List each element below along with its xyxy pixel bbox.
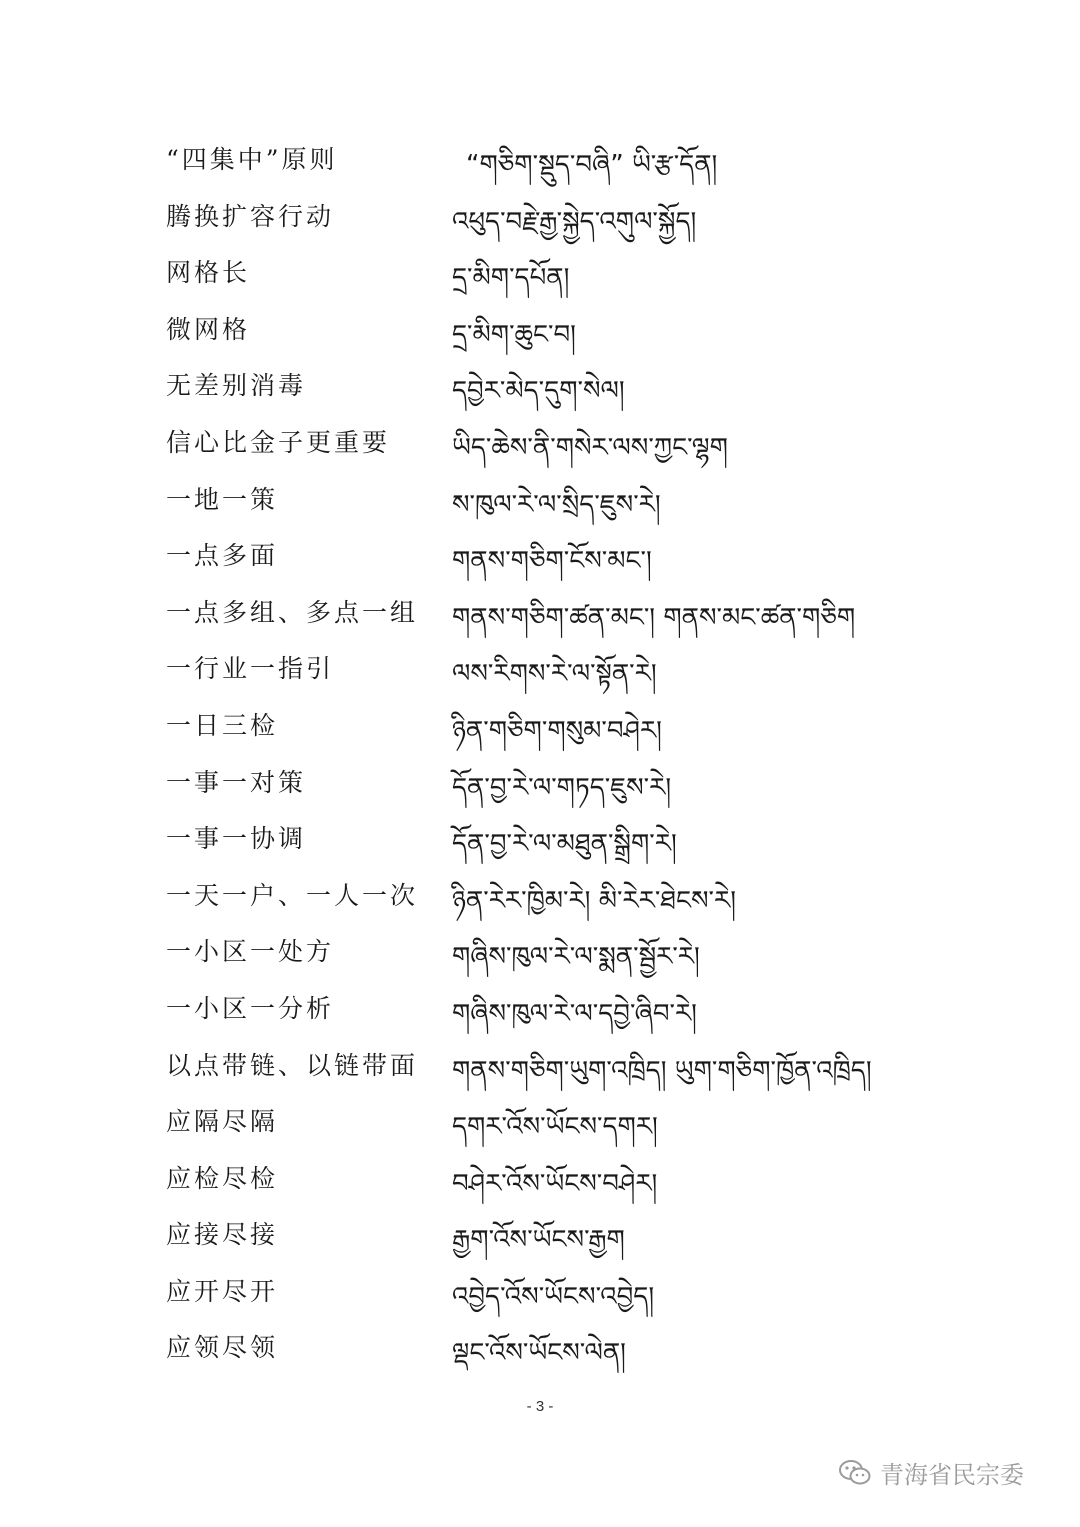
glossary-row [0, 696, 1080, 753]
chinese-term: 应开尽开 [166, 1276, 279, 1306]
watermark-text: 青海省民宗委 [880, 1461, 1024, 1489]
glossary-row [0, 526, 1080, 583]
chinese-term: 应领尽领 [166, 1333, 279, 1363]
glossary-row [0, 1262, 1080, 1319]
glossary-row [0, 1092, 1080, 1149]
chinese-term: 应检尽检 [166, 1163, 279, 1193]
tibetan-term: གཞིས་ཁུལ་རེ་ལ་སྨན་སྦྱོར་རེ། [452, 942, 700, 973]
glossary-row [0, 470, 1080, 527]
tibetan-term: དགར་འོས་ཡོངས་དགར། [452, 1112, 658, 1143]
glossary-row [0, 1205, 1080, 1262]
tibetan-term: བཤེར་འོས་ཡོངས་བཤེར། [452, 1168, 658, 1199]
chinese-term: “四集中”原则 [166, 145, 338, 174]
chinese-term: 腾换扩容行动 [166, 201, 335, 231]
tibetan-term: ལས་རིགས་རེ་ལ་སྟོན་རེ། [452, 659, 657, 690]
chinese-term: 网格长 [166, 258, 251, 288]
tibetan-term: རྒྱག་འོས་ཡོངས་རྒྱག [452, 1225, 625, 1256]
chinese-term: 一行业一指引 [166, 654, 335, 684]
chinese-term: 一小区一分析 [166, 993, 335, 1023]
chinese-term: 应隔尽隔 [166, 1107, 279, 1137]
chinese-term: 一地一策 [166, 484, 279, 514]
chinese-term: 一日三检 [166, 710, 279, 740]
glossary-row [0, 243, 1080, 300]
glossary-row [0, 583, 1080, 640]
chinese-term: 一点多组、多点一组 [166, 597, 419, 627]
glossary-row [0, 639, 1080, 696]
glossary-row [0, 300, 1080, 357]
glossary-row [0, 866, 1080, 923]
tibetan-term: “གཅིག་སྡུད་བཞི” ཡི་རྩ་དོན། [466, 150, 718, 180]
chinese-term: 一事一对策 [166, 767, 307, 797]
tibetan-term: གནས་གཅིག་ཡུག་འཁྲིད། ཡུག་གཅིག་ཁྱོན་འཁྲིད། [452, 1055, 872, 1086]
tibetan-term: ལྡང་འོས་ཡོངས་ལེན། [452, 1338, 626, 1369]
glossary-row [0, 1036, 1080, 1093]
chinese-term: 一小区一处方 [166, 937, 335, 967]
chinese-term: 微网格 [166, 314, 251, 344]
tibetan-term: དོན་བྱ་རེ་ལ་མཐུན་སྒྲིག་རེ། [452, 829, 677, 860]
tibetan-term: གནས་གཅིག་ངོས་མང་། [452, 546, 652, 577]
glossary-row [0, 130, 1080, 187]
tibetan-term: དོན་བྱ་རེ་ལ་གཏད་ཇུས་རེ། [452, 772, 672, 803]
glossary-row [0, 1149, 1080, 1206]
tibetan-term: ཡིད་ཆེས་ནི་གསེར་ལས་ཀྱང་ལྷག [452, 432, 728, 463]
glossary-row [0, 809, 1080, 866]
page-number: - 3 - [526, 1398, 554, 1415]
chinese-term: 应接尽接 [166, 1220, 279, 1250]
tibetan-term: ཉིན་གཅིག་གསུམ་བཤེར། [452, 715, 662, 746]
glossary-row [0, 979, 1080, 1036]
chinese-term: 信心比金子更重要 [166, 427, 391, 457]
wechat-icon [838, 1458, 872, 1488]
tibetan-term: དྲ་མིག་དཔོན། [452, 263, 570, 294]
tibetan-term: འབྱེད་འོས་ཡོངས་འབྱེད། [452, 1281, 655, 1312]
tibetan-term: གནས་གཅིག་ཚན་མང་། གནས་མང་ཚན་གཅིག [452, 602, 856, 633]
chinese-term: 一天一户、一人一次 [166, 880, 419, 910]
glossary-row [0, 356, 1080, 413]
glossary-row [0, 187, 1080, 244]
glossary-row [0, 413, 1080, 470]
chinese-term: 以点带链、以链带面 [166, 1050, 419, 1080]
tibetan-term: གཞིས་ཁུལ་རེ་ལ་དབྱེ་ཞིབ་རེ། [452, 998, 697, 1029]
glossary-row [0, 1318, 1080, 1375]
tibetan-term: ས་ཁུལ་རེ་ལ་སྲིད་ཇུས་རེ། [452, 489, 661, 520]
glossary-row [0, 753, 1080, 810]
tibetan-term: འཕུད་བརྗེ་རྒྱ་སྐྱེད་འགུལ་སྐྱོད། [452, 206, 697, 237]
chinese-term: 一点多面 [166, 541, 279, 571]
glossary-row [0, 922, 1080, 979]
tibetan-term: དྲ་མིག་ཆུང་བ། [452, 319, 576, 350]
glossary-list [0, 130, 1080, 1375]
tibetan-term: ཉིན་རེར་ཁྱིམ་རེ། མི་རེར་ཐེངས་རེ། [452, 885, 736, 916]
tibetan-term: དབྱེར་མེད་དུག་སེལ། [452, 376, 625, 407]
chinese-term: 无差别消毒 [166, 371, 307, 401]
watermark [838, 1455, 1024, 1490]
chinese-term: 一事一协调 [166, 824, 307, 854]
